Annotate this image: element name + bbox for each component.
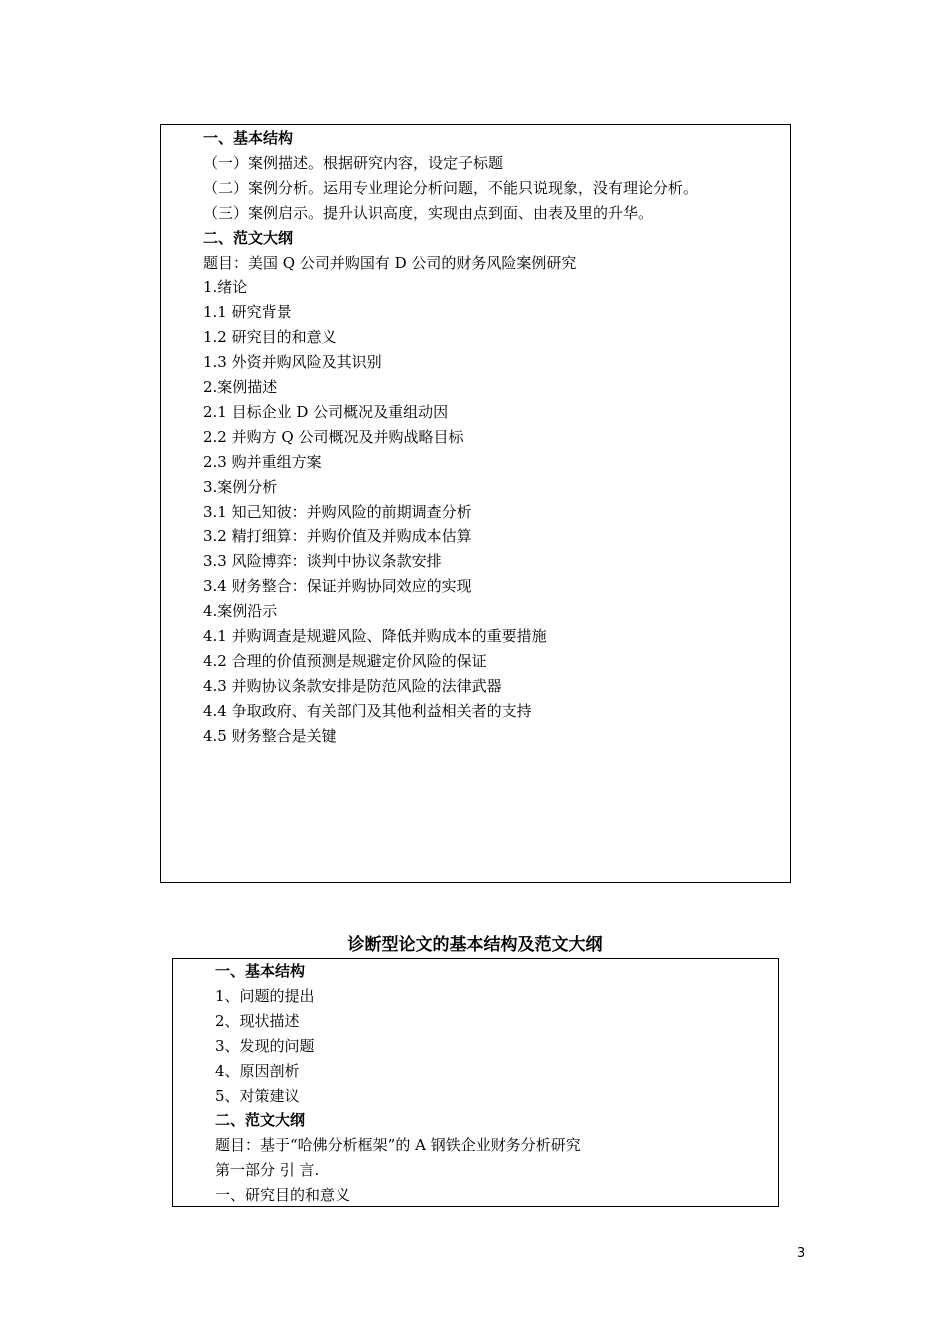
outline-line: 第一部分 引 言. bbox=[215, 1161, 320, 1180]
diagnostic-paper-title: 诊断型论文的基本结构及范文大纲 bbox=[347, 935, 603, 955]
outline-line: 4.1 并购调查是规避风险、降低并购成本的重要措施 bbox=[203, 627, 547, 645]
outline-line: 4.3 并购协议条款安排是防范风险的法律武器 bbox=[203, 676, 502, 695]
section-heading: 二、范文大纲 bbox=[203, 228, 294, 247]
page-number: 3 bbox=[797, 1246, 806, 1261]
outline-line: 4.2 合理的价值预测是规避定价风险的保证 bbox=[203, 651, 487, 670]
outline-line: 4、原因剖析 bbox=[215, 1061, 300, 1080]
case-study-outline-box bbox=[160, 124, 791, 883]
outline-line: 4.5 财务整合是关键 bbox=[203, 726, 337, 745]
section-heading: 二、范文大纲 bbox=[215, 1111, 306, 1130]
outline-line: 5、对策建议 bbox=[215, 1086, 300, 1105]
outline-line: 4.案例沿示 bbox=[203, 602, 278, 621]
outline-line: （一）案例描述。根据研究内容，设定子标题 bbox=[203, 153, 504, 172]
outline-line: 2、现状描述 bbox=[215, 1011, 300, 1030]
section-heading: 一、基本结构 bbox=[215, 962, 306, 980]
outline-line: 1.绪论 bbox=[203, 278, 248, 297]
outline-line: 2.3 购并重组方案 bbox=[203, 452, 322, 471]
outline-line: （三）案例启示。提升认识高度，实现由点到面、由表及里的升华。 bbox=[203, 203, 654, 222]
outline-line: 3、发现的问题 bbox=[215, 1036, 315, 1055]
outline-line: 2.1 目标企业 D 公司概况及重组动因 bbox=[203, 402, 449, 421]
outline-line: 3.4 财务整合：保证并购协同效应的实现 bbox=[203, 577, 472, 596]
outline-line: 1、问题的提出 bbox=[215, 986, 315, 1005]
outline-line: 1.1 研究背景 bbox=[203, 303, 292, 322]
section-heading: 一、基本结构 bbox=[203, 129, 294, 147]
outline-line: 题目：基于“哈佛分析框架”的 A 钢铁企业财务分析研究 bbox=[215, 1136, 581, 1155]
outline-line: 3.3 风险博弈：谈判中协议条款安排 bbox=[203, 552, 442, 571]
outline-line: 2.2 并购方 Q 公司概况及并购战略目标 bbox=[203, 427, 464, 446]
outline-line: 1.2 研究目的和意义 bbox=[203, 328, 337, 347]
outline-line: 4.4 争取政府、有关部门及其他利益相关者的支持 bbox=[203, 701, 532, 720]
outline-line: 1.3 外资并购风险及其识别 bbox=[203, 353, 382, 372]
diagnostic-outline-box bbox=[172, 958, 779, 1207]
outline-line: 3.1 知己知彼：并购风险的前期调查分析 bbox=[203, 502, 472, 521]
outline-line: 3.2 精打细算：并购价值及并购成本估算 bbox=[203, 527, 472, 546]
outline-line: 3.案例分析 bbox=[203, 477, 278, 496]
outline-line: 一、研究目的和意义 bbox=[215, 1186, 351, 1205]
outline-line: （二）案例分析。运用专业理论分析问题，不能只说现象，没有理论分析。 bbox=[203, 178, 699, 197]
outline-line: 题目：美国 Q 公司并购国有 D 公司的财务风险案例研究 bbox=[203, 253, 577, 272]
outline-line: 2.案例描述 bbox=[203, 378, 278, 396]
